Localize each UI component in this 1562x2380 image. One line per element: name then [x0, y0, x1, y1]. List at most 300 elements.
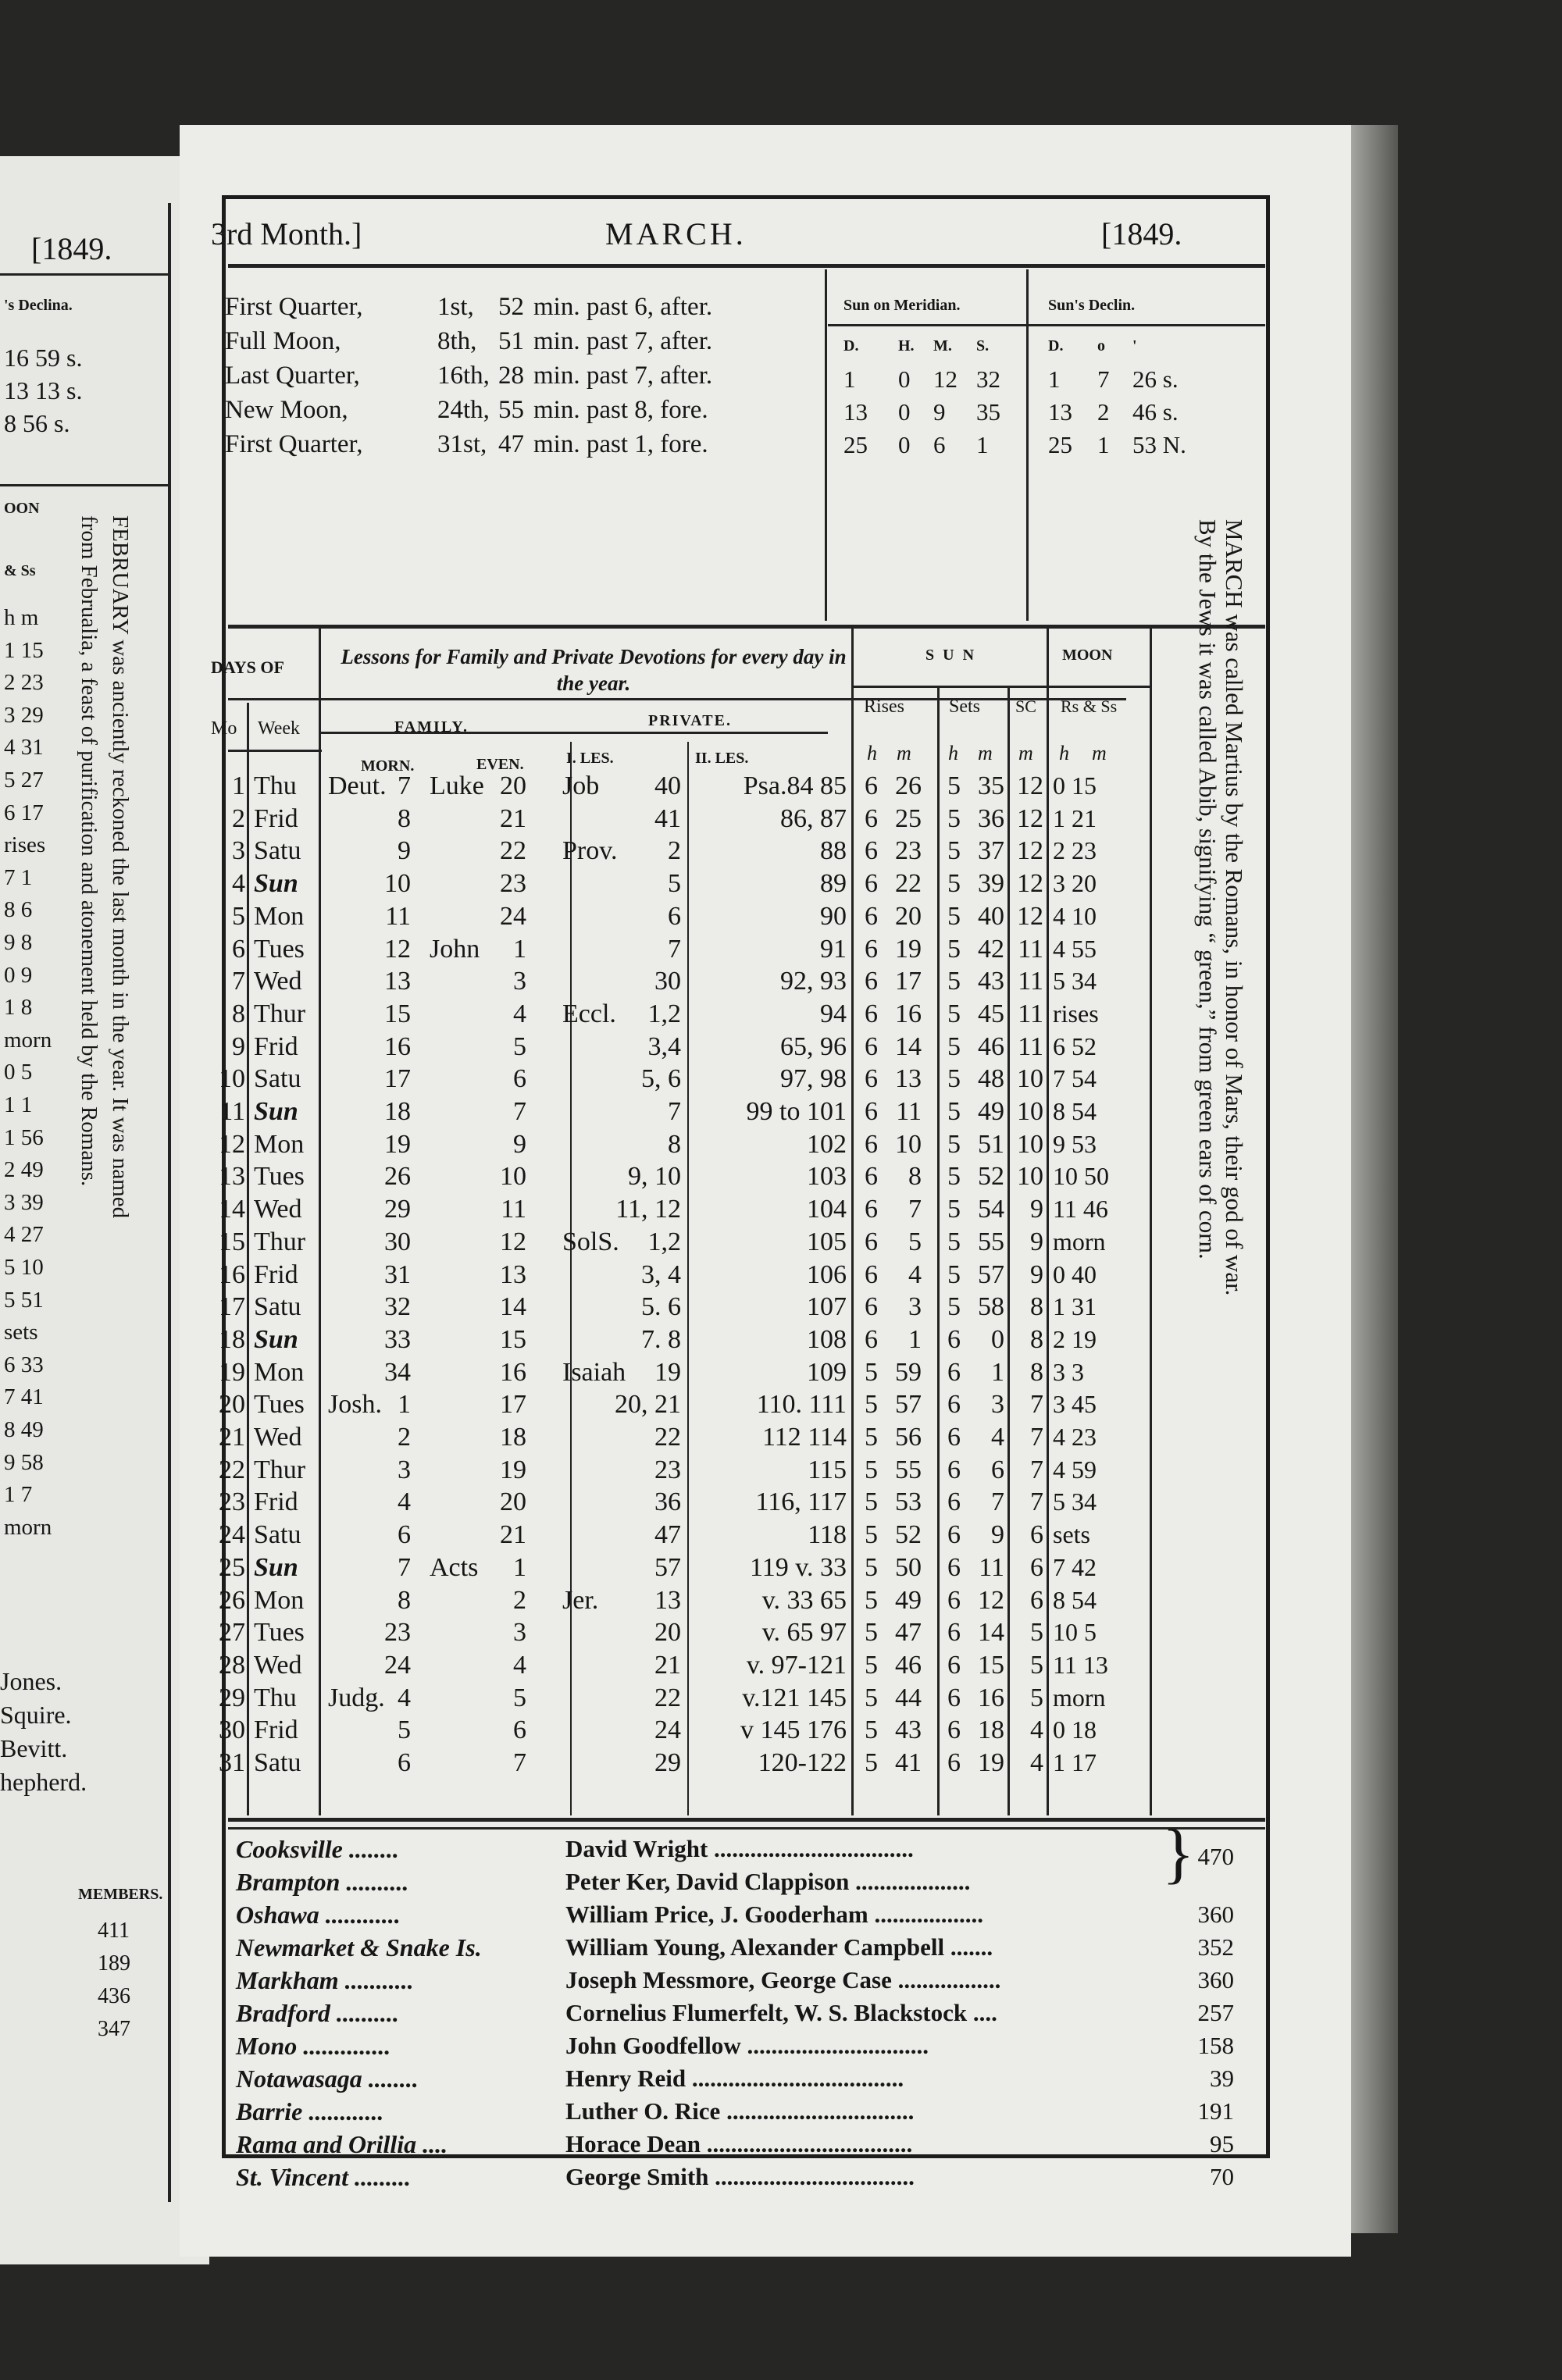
weekday: Satu: [254, 1748, 301, 1777]
sunrise-hour: 6: [865, 1097, 878, 1126]
evening-chapter: 19: [500, 1455, 526, 1484]
day-of-month: 16: [219, 1259, 245, 1289]
phase-minutes: 28: [498, 362, 524, 390]
declination-cell: 25: [1048, 431, 1072, 458]
second-lesson-heading: II. LES.: [695, 750, 749, 767]
left-decl-row: 16 59 s.: [4, 344, 83, 372]
unit-label: m: [1018, 742, 1033, 764]
sunset-minute: 6: [991, 1455, 1004, 1484]
moon-rise-set: morn: [1053, 1683, 1106, 1712]
lessons-heading: Lessons for Family and Private Devotions for every day in the year.: [341, 645, 847, 695]
day-of-month: 23: [219, 1488, 245, 1517]
sunset-minute: 1: [991, 1357, 1004, 1387]
first-lesson-chapter: 11, 12: [615, 1195, 681, 1224]
station-members: 352: [1197, 1933, 1234, 1961]
station-preachers: William Price, J. Gooderham ..................: [565, 1901, 983, 1928]
weekday: Frid: [254, 1488, 298, 1517]
sunset-hour: 5: [947, 1064, 961, 1094]
rule: [570, 742, 572, 1815]
day-of-month: 1: [232, 771, 245, 800]
sunset-minute: 0: [991, 1324, 1004, 1354]
unit-label: h: [948, 742, 958, 764]
left-page: [0, 156, 209, 2264]
declination-cell: 53 N.: [1132, 431, 1186, 458]
left-rs-head: & Ss: [4, 562, 36, 579]
sunset-hour: 5: [947, 934, 961, 964]
second-lesson: 120-122: [758, 1748, 847, 1777]
morning-chapter: 26: [384, 1162, 411, 1192]
sunset-minute: 9: [991, 1520, 1004, 1550]
day-of-month: 9: [232, 1031, 245, 1061]
phase-day: 31st,: [437, 430, 487, 458]
moon-rise-set: 0 15: [1053, 771, 1097, 800]
moon-rise-set: 2 19: [1053, 1324, 1097, 1353]
day-of-month: 18: [219, 1324, 245, 1354]
left-member-count: 436: [98, 1984, 130, 2008]
station-preachers: Horace Dean ..................................: [565, 2130, 913, 2157]
sunrise-hour: 5: [865, 1357, 878, 1387]
sunrise-minute: 4: [908, 1259, 922, 1289]
evening-chapter: 10: [500, 1162, 526, 1192]
station-members: 360: [1197, 1901, 1234, 1928]
sunset-minute: 54: [978, 1195, 1004, 1224]
second-lesson: 97, 98: [780, 1064, 847, 1094]
sunset-hour: 5: [947, 1195, 961, 1224]
left-name: Squire.: [0, 1701, 72, 1729]
station-preachers: David Wright .................................: [565, 1835, 914, 1862]
station-preachers: Peter Ker, David Clappison ...................: [565, 1868, 971, 1895]
first-lesson-chapter: 7. 8: [641, 1324, 681, 1354]
slow-clock: 10: [1017, 1097, 1043, 1126]
meridian-cell: 1: [843, 365, 856, 393]
first-lesson-chapter: 23: [654, 1455, 681, 1484]
evening-chapter: 15: [500, 1324, 526, 1354]
sunset-minute: 12: [978, 1585, 1004, 1615]
sunrise-minute: 53: [895, 1488, 922, 1517]
morn-heading: MORN.: [361, 757, 415, 775]
moon-rise-set: 11 13: [1053, 1650, 1108, 1679]
phase-name: New Moon,: [225, 396, 348, 424]
sunrise-hour: 6: [865, 1259, 878, 1289]
second-lesson: 89: [820, 869, 847, 899]
weekday: Sun: [254, 1324, 298, 1354]
almanac-page: [180, 125, 1351, 2257]
slow-clock: 12: [1017, 836, 1043, 866]
meridian-cell: 32: [976, 365, 1000, 393]
even-heading: EVEN.: [476, 756, 524, 773]
morning-chapter: 8: [398, 1585, 411, 1615]
sunset-hour: 6: [947, 1748, 961, 1777]
evening-chapter: 5: [513, 1683, 526, 1712]
declination-col-head: D.: [1048, 337, 1064, 355]
second-lesson: 90: [820, 901, 847, 931]
moon-rise-set: morn: [1053, 1227, 1106, 1256]
declination-cell: 46 s.: [1132, 398, 1179, 426]
morning-chapter: 7: [398, 1552, 411, 1582]
phase-name: Full Moon,: [225, 327, 341, 355]
left-moon-value: 7 41: [4, 1384, 44, 1410]
declination-cell: 13: [1048, 398, 1072, 426]
rule: [828, 324, 1265, 326]
weekday: Tues: [254, 1390, 305, 1420]
morning-chapter: 31: [384, 1259, 411, 1289]
day-of-month: 24: [219, 1520, 245, 1550]
morning-chapter: 1: [398, 1390, 411, 1420]
station-name: Notawasaga ........: [236, 2065, 419, 2093]
meridian-cell: 1: [976, 431, 989, 458]
sunrise-hour: 6: [865, 1031, 878, 1061]
left-moon-value: 0 5: [4, 1060, 33, 1085]
sunset-hour: 6: [947, 1423, 961, 1452]
evening-chapter: 11: [501, 1195, 526, 1224]
rises-heading: Rises: [864, 697, 905, 717]
left-moon-value: 3 39: [4, 1189, 44, 1215]
weekday: Thu: [254, 771, 297, 800]
sunrise-hour: 6: [865, 771, 878, 800]
sunset-hour: 6: [947, 1357, 961, 1387]
evening-chapter: 20: [500, 1488, 526, 1517]
left-moon-value: 7 1: [4, 864, 33, 890]
sunset-minute: 48: [978, 1064, 1004, 1094]
rule: [851, 686, 1150, 688]
first-lesson-chapter: 22: [654, 1683, 681, 1712]
slow-clock: 9: [1030, 1195, 1043, 1224]
first-lesson-book: Jer.: [562, 1585, 599, 1615]
rule: [851, 629, 854, 1815]
sunrise-minute: 8: [908, 1162, 922, 1192]
sunset-hour: 5: [947, 901, 961, 931]
sunrise-minute: 20: [895, 901, 922, 931]
sunrise-hour: 5: [865, 1716, 878, 1745]
day-of-month: 3: [232, 836, 245, 866]
station-members: 39: [1210, 2065, 1234, 2092]
weekday: Mon: [254, 1357, 305, 1387]
second-lesson: v.121 145: [742, 1683, 847, 1712]
sun-heading: S U N: [925, 647, 977, 664]
left-february-note-2: from Februalia, a feast of purification and atonement held by the Romans.: [77, 515, 102, 1187]
day-of-month: 31: [219, 1748, 245, 1777]
morning-chapter: 16: [384, 1031, 411, 1061]
sunrise-minute: 1: [908, 1324, 922, 1354]
declination-cell: 7: [1097, 365, 1110, 393]
sunrise-minute: 17: [895, 967, 922, 996]
station-preachers: William Young, Alexander Campbell .......: [565, 1933, 993, 1961]
second-lesson: 92, 93: [780, 967, 847, 996]
sunset-hour: 5: [947, 967, 961, 996]
left-moon-value: morn: [4, 1514, 52, 1540]
sunrise-hour: 6: [865, 1064, 878, 1094]
sunrise-minute: 23: [895, 836, 922, 866]
station-name: Markham ...........: [236, 1966, 414, 1994]
second-lesson: 102: [807, 1129, 847, 1159]
left-moon-value: 2 23: [4, 670, 44, 696]
evening-chapter: 21: [500, 1520, 526, 1550]
evening-chapter: 9: [513, 1129, 526, 1159]
first-lesson-chapter: 57: [654, 1552, 681, 1582]
morning-chapter: 24: [384, 1650, 411, 1680]
morning-book: Josh.: [328, 1390, 382, 1420]
moon-rise-set: 6 52: [1053, 1031, 1097, 1060]
sunrise-hour: 6: [865, 869, 878, 899]
evening-chapter: 6: [513, 1064, 526, 1094]
left-moon-value: 8 49: [4, 1417, 44, 1442]
weekday: Wed: [254, 967, 302, 996]
sunrise-hour: 6: [865, 836, 878, 866]
morning-chapter: 3: [398, 1455, 411, 1484]
month-label: 3rd Month.]: [211, 216, 362, 251]
sunset-hour: 6: [947, 1390, 961, 1420]
sunset-minute: 19: [978, 1748, 1004, 1777]
rule: [687, 742, 689, 1815]
slow-clock: 10: [1017, 1129, 1043, 1159]
sunrise-minute: 43: [895, 1716, 922, 1745]
morning-chapter: 12: [384, 934, 411, 964]
sunrise-minute: 16: [895, 999, 922, 1028]
sunrise-minute: 57: [895, 1390, 922, 1420]
station-name: Rama and Orillia ....: [236, 2130, 448, 2158]
first-lesson-chapter: 3,4: [647, 1031, 681, 1061]
sunrise-hour: 5: [865, 1455, 878, 1484]
mo-heading: Mo: [211, 718, 237, 739]
family-heading: FAMILY.: [394, 718, 469, 736]
phase-time-text: min. past 7, after.: [533, 362, 713, 390]
first-lesson-book: Job: [562, 771, 600, 800]
weekday: Thur: [254, 999, 306, 1028]
slow-clock: 6: [1030, 1552, 1043, 1582]
moon-rise-set: 2 23: [1053, 836, 1097, 865]
day-of-month: 15: [219, 1227, 245, 1256]
evening-chapter: 12: [500, 1227, 526, 1256]
evening-chapter: 1: [513, 934, 526, 964]
first-lesson-chapter: 22: [654, 1423, 681, 1452]
evening-chapter: 14: [500, 1292, 526, 1322]
morning-book: Judg.: [328, 1683, 385, 1712]
morning-chapter: 33: [384, 1324, 411, 1354]
second-lesson: 86, 87: [780, 803, 847, 833]
phase-day: 1st,: [437, 293, 474, 321]
slow-clock: 5: [1030, 1683, 1043, 1712]
station-name: Bradford ..........: [236, 1999, 399, 2027]
weekday: Sun: [254, 1552, 298, 1582]
first-lesson-chapter: 5, 6: [641, 1064, 681, 1094]
march-note-line-1: MARCH was called Martius by the Romans, in honor of Mars, their god of war.: [1221, 519, 1248, 1296]
sunset-minute: 49: [978, 1097, 1004, 1126]
meridian-cell: 12: [933, 365, 958, 393]
rule: [1026, 269, 1029, 621]
morning-chapter: 9: [398, 836, 411, 866]
sets-heading: Sets: [949, 697, 981, 717]
evening-chapter: 21: [500, 803, 526, 833]
station-name: Cooksville ........: [236, 1835, 399, 1863]
first-lesson-chapter: 7: [668, 934, 681, 964]
station-members: 360: [1197, 1966, 1234, 1993]
sunset-minute: 52: [978, 1162, 1004, 1192]
first-lesson-book: Prov.: [562, 836, 618, 866]
left-name: Jones.: [0, 1667, 62, 1695]
sunset-minute: 3: [991, 1390, 1004, 1420]
left-moon-value: 5 27: [4, 768, 44, 793]
phase-time-text: min. past 7, after.: [533, 327, 713, 355]
sunrise-minute: 14: [895, 1031, 922, 1061]
first-lesson-chapter: 47: [654, 1520, 681, 1550]
left-moon-value: 9 58: [4, 1449, 44, 1475]
rule: [247, 703, 249, 1815]
slow-clock: 9: [1030, 1259, 1043, 1289]
weekday: Tues: [254, 1162, 305, 1192]
moon-rise-set: 4 10: [1053, 901, 1097, 930]
second-lesson: 106: [807, 1259, 847, 1289]
sunrise-hour: 6: [865, 999, 878, 1028]
meridian-col-head: M.: [933, 337, 952, 355]
second-lesson: 65, 96: [780, 1031, 847, 1061]
sunrise-minute: 26: [895, 771, 922, 800]
moon-rise-set: sets: [1053, 1520, 1090, 1549]
sunrise-minute: 11: [896, 1097, 922, 1126]
moon-heading: MOON: [1062, 647, 1113, 664]
sunrise-minute: 25: [895, 803, 922, 833]
private-heading: PRIVATE.: [648, 712, 732, 729]
meridian-col-head: S.: [976, 337, 990, 355]
slow-clock: 7: [1030, 1488, 1043, 1517]
sunrise-hour: 6: [865, 1292, 878, 1322]
evening-chapter: 7: [513, 1097, 526, 1126]
first-lesson-chapter: 9, 10: [628, 1162, 681, 1192]
bracket-brace: }: [1162, 1815, 1195, 1890]
rule: [319, 629, 321, 1815]
station-members: 70: [1210, 2163, 1234, 2190]
sunrise-hour: 5: [865, 1423, 878, 1452]
second-lesson: 91: [820, 934, 847, 964]
slow-clock: 11: [1018, 999, 1043, 1028]
rule: [320, 732, 828, 734]
left-moon-value: 1 7: [4, 1482, 33, 1508]
sunset-hour: 5: [947, 1292, 961, 1322]
left-moon-value: 8 6: [4, 897, 33, 923]
morning-chapter: 18: [384, 1097, 411, 1126]
sunset-minute: 36: [978, 803, 1004, 833]
day-of-month: 14: [219, 1195, 245, 1224]
left-moon-value: 1 8: [4, 995, 33, 1021]
first-lesson-chapter: 1,2: [647, 999, 681, 1028]
first-lesson-chapter: 30: [654, 967, 681, 996]
sunrise-hour: 5: [865, 1683, 878, 1712]
evening-chapter: 17: [500, 1390, 526, 1420]
sunrise-hour: 6: [865, 1195, 878, 1224]
sunset-hour: 6: [947, 1618, 961, 1648]
second-lesson: 103: [807, 1162, 847, 1192]
slow-clock: 8: [1030, 1292, 1043, 1322]
sunrise-minute: 46: [895, 1650, 922, 1680]
declination-cell: 26 s.: [1132, 365, 1179, 393]
day-of-month: 4: [232, 869, 245, 899]
left-moon-value: morn: [4, 1027, 52, 1053]
sunset-hour: 6: [947, 1520, 961, 1550]
sunrise-minute: 7: [908, 1195, 922, 1224]
sunrise-minute: 13: [895, 1064, 922, 1094]
day-of-month: 8: [232, 999, 245, 1028]
evening-chapter: 3: [513, 967, 526, 996]
sunset-hour: 5: [947, 771, 961, 800]
sunset-minute: 4: [991, 1423, 1004, 1452]
phase-time-text: min. past 1, fore.: [533, 430, 708, 458]
weekday: Frid: [254, 1716, 298, 1745]
evening-chapter: 22: [500, 836, 526, 866]
day-of-month: 22: [219, 1455, 245, 1484]
first-lesson-book: Eccl.: [562, 999, 616, 1028]
left-decl-row: 13 13 s.: [4, 376, 83, 404]
evening-book: Luke: [430, 771, 484, 800]
sunset-minute: 43: [978, 967, 1004, 996]
morning-chapter: 8: [398, 803, 411, 833]
sunrise-hour: 6: [865, 967, 878, 996]
sunset-minute: 11: [979, 1552, 1004, 1582]
morning-chapter: 29: [384, 1195, 411, 1224]
station-name: Oshawa ............: [236, 1901, 401, 1929]
evening-chapter: 3: [513, 1618, 526, 1648]
sunrise-hour: 6: [865, 901, 878, 931]
evening-chapter: 5: [513, 1031, 526, 1061]
sunrise-minute: 47: [895, 1618, 922, 1648]
evening-chapter: 24: [500, 901, 526, 931]
station-preachers: Joseph Messmore, George Case .................: [565, 1966, 1001, 1993]
left-moon-head: OON: [4, 500, 40, 517]
second-lesson: 108: [807, 1324, 847, 1354]
page-year: [1849.: [1101, 216, 1182, 251]
moon-rise-set: 1 17: [1053, 1748, 1097, 1776]
sunset-hour: 5: [947, 1129, 961, 1159]
moon-rise-set: 7 54: [1053, 1064, 1097, 1093]
first-lesson-chapter: 7: [668, 1097, 681, 1126]
moon-rise-set: 8 54: [1053, 1585, 1097, 1614]
morning-chapter: 32: [384, 1292, 411, 1322]
left-moon-value: rises: [4, 832, 46, 858]
sunset-minute: 14: [978, 1618, 1004, 1648]
evening-chapter: 7: [513, 1748, 526, 1777]
weekday: Sun: [254, 869, 298, 899]
weekday: Satu: [254, 836, 301, 866]
sunrise-minute: 10: [895, 1129, 922, 1159]
station-preachers: John Goodfellow ..............................: [565, 2032, 929, 2059]
first-lesson-chapter: 24: [654, 1716, 681, 1745]
moon-rise-set: 5 34: [1053, 1488, 1097, 1516]
sunrise-minute: 56: [895, 1423, 922, 1452]
slow-clock: 10: [1017, 1064, 1043, 1094]
morning-chapter: 17: [384, 1064, 411, 1094]
morning-chapter: 34: [384, 1357, 411, 1387]
left-moon-value: 6 33: [4, 1352, 44, 1377]
slow-clock: 8: [1030, 1324, 1043, 1354]
weekday: Mon: [254, 1585, 305, 1615]
unit-label: h: [867, 742, 877, 764]
sunrise-hour: 6: [865, 1129, 878, 1159]
moon-rise-set: 10 50: [1053, 1162, 1109, 1191]
station-name: St. Vincent .........: [236, 2163, 412, 2191]
left-declination-head: 's Declina.: [4, 297, 73, 314]
second-lesson: 105: [807, 1227, 847, 1256]
week-heading: Week: [258, 718, 301, 739]
day-of-month: 5: [232, 901, 245, 931]
sunset-hour: 6: [947, 1324, 961, 1354]
first-lesson-chapter: 2: [668, 836, 681, 866]
sunset-minute: 39: [978, 869, 1004, 899]
weekday: Frid: [254, 803, 298, 833]
unit-label: h: [1059, 742, 1069, 764]
left-moon-value: 1 15: [4, 637, 44, 663]
day-of-month: 21: [219, 1423, 245, 1452]
phase-time-text: min. past 8, fore.: [533, 396, 708, 424]
day-of-month: 20: [219, 1390, 245, 1420]
left-moon-value: 5 10: [4, 1255, 44, 1280]
